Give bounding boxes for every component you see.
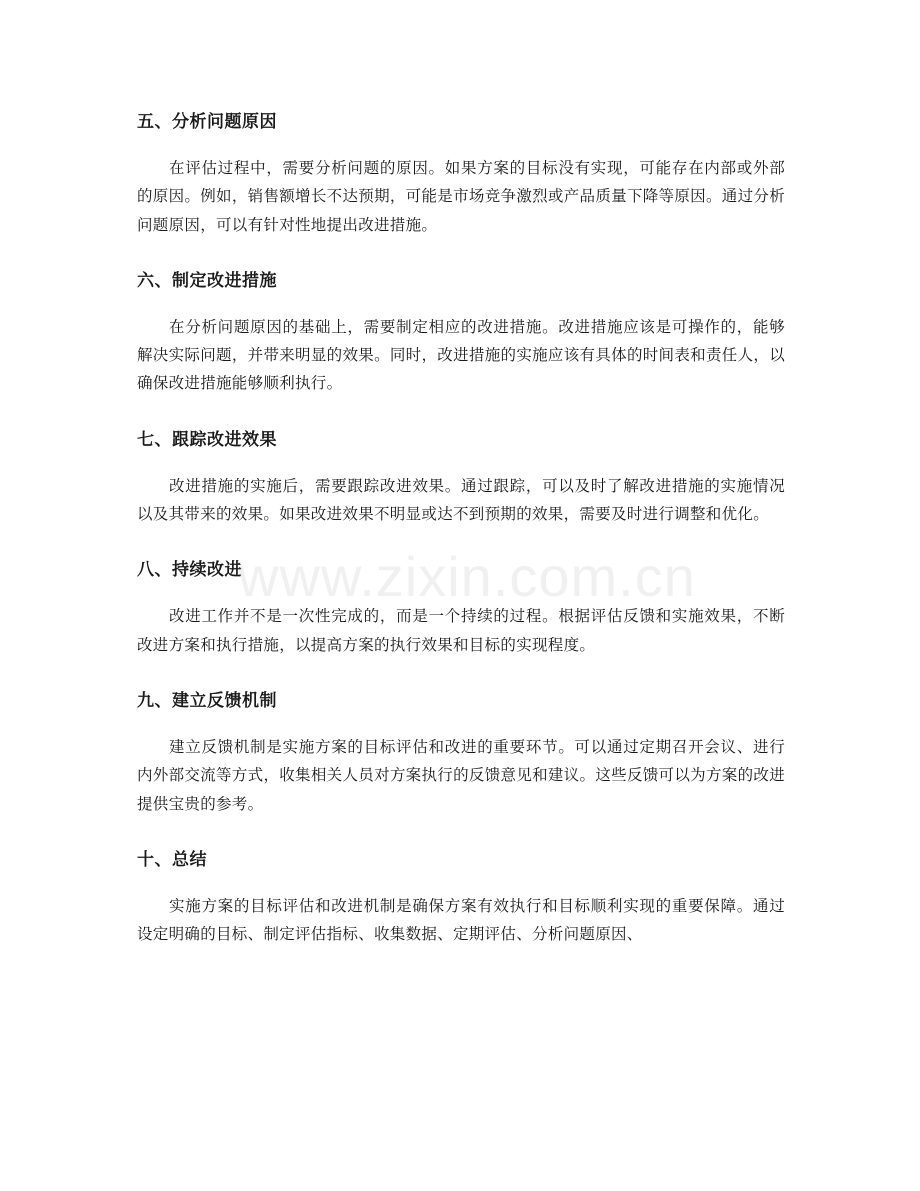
section-title-feedback-mechanism: 九、建立反馈机制: [137, 690, 277, 711]
section-title-improvement-measures: 六、制定改进措施: [137, 270, 277, 291]
section-body-feedback-mechanism: 建立反馈机制是实施方案的目标评估和改进的重要环节。可以通过定期召开会议、进行内外部交流等方式，收集相关人员对方案执行的反馈意见和建议。这些反馈可以为方案的改进提供宝贵的参考。: [137, 737, 785, 813]
section-title-track-effects: 七、跟踪改进效果: [137, 429, 277, 450]
section-title-analyze-causes: 五、分析问题原因: [137, 112, 277, 132]
document-content: [137, 104, 785, 972]
section-body-track-effects: 改进措施的实施后，需要跟踪改进效果。通过跟踪，可以及时了解改进措施的实施情况以及其带来的效果。如果改进效果不明显或达不到预期的效果，需要及时进行调整和优化。: [137, 476, 785, 524]
section-body-improvement-measures: 在分析问题原因的基础上，需要制定相应的改进措施。改进措施应该是可操作的，能够解决实际问题，并带来明显的效果。同时，改进措施的实施应该有具体的时间表和责任人，以确保改进措施能够顺利执行。: [137, 317, 785, 393]
section-body-continuous-improvement: 改进工作并不是一次性完成的，而是一个持续的过程。根据评估反馈和实施效果，不断改进方案和执行措施，以提高方案的执行效果和目标的实现程度。: [137, 607, 785, 654]
section-title-summary: 十、总结: [137, 849, 207, 870]
watermark-text: www.zixin.com.cn: [238, 545, 696, 608]
section-title-continuous-improvement: 八、持续改进: [137, 560, 242, 581]
section-body-summary: 实施方案的目标评估和改进机制是确保方案有效执行和目标顺利实现的重要保障。通过设定明确的目标、制定评估指标、收集数据、定期评估、分析问题原因、: [137, 896, 785, 944]
section-body-analyze-causes: 在评估过程中，需要分析问题的原因。如果方案的目标没有实现，可能存在内部或外部的原因。例如，销售额增长不达预期，可能是市场竞争激烈或产品质量下降等原因。通过分析问题原因，可以有针对性地提出改进措施。: [137, 159, 785, 234]
